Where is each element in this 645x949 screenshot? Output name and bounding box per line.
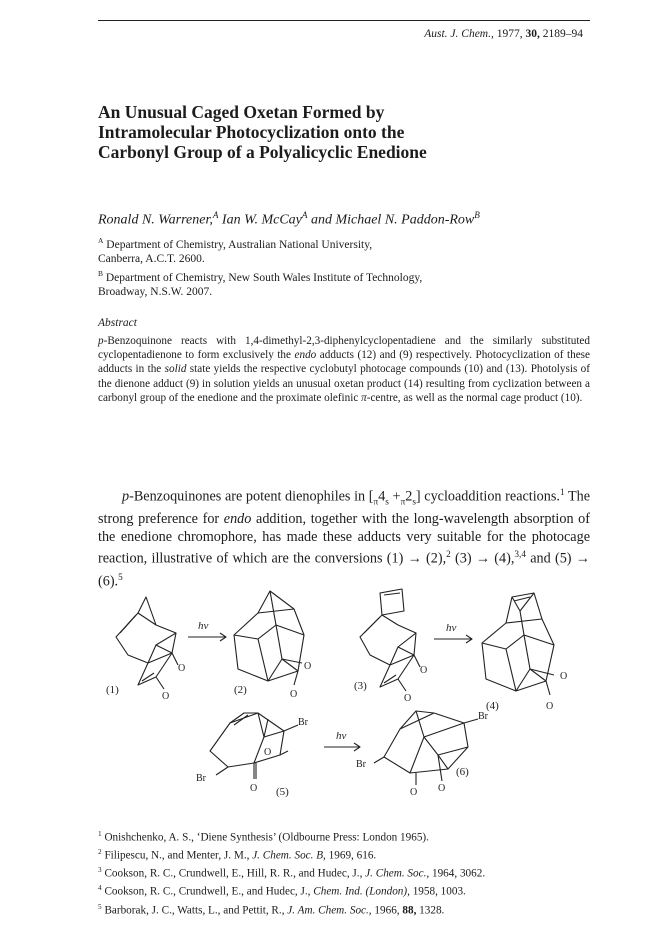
label-1: (1) (106, 684, 119, 696)
title-line-1: An Unusual Caged Oxetan Formed by (98, 102, 385, 122)
abstract-body: p-Benzoquinone reacts with 1,4-dimethyl-2,3-diphenylcyclopentadiene and the similarly substituted cyclopentadienone to form exclusively the endo adducts (12) and (9) respectively. Photocyclization of these adducts in the solid state yields the respective cyclobutyl photocage compounds (10) and (13). Photolysis of the dienone adduct (9) in solution yields an unusual oxetan product (14) resulting from cyclization between a carbonyl group of the enedione and the proximate olefinic π-centre, as well as the normal cage product (10). (98, 335, 591, 404)
o-5a: O (264, 747, 272, 758)
journal-citation: Aust. J. Chem., 1977, 30, 2189–94 (424, 28, 583, 40)
reference-3: $^3$ Cookson, R. C., Crundwell, E., Hill, R. R., and Hudec, J., J. Chem. Soc., 1964, 3062. (98, 866, 486, 881)
intro-paragraph: p-Benzoquinones are potent dienophiles in $[_\pi 4_s +_\pi 2_s]$ cycloaddition reactions.$^1$ The strong preference for endo addition, together with the long-wavelength absorption of the enedione chromophore, has made these adducts very suitable for the photocage reaction, illustrative of which are the conversions (1) → (2),$^2$ (3) → (4),$^{3,4}$ and (5) → (6).$^5$ (98, 487, 591, 590)
reaction-scheme (98, 585, 590, 815)
structure-5 (210, 713, 298, 779)
br-5b: Br (196, 773, 206, 784)
header-rule (98, 20, 590, 21)
reaction-arrow-3 (324, 743, 360, 751)
reference-5: $^5$ Barborak, J. C., Watts, L., and Pettit, R., J. Am. Chem. Soc., 1966, 88, 1328. (98, 902, 445, 917)
title-line-3: Carbonyl Group of a Polyalicyclic Enedione (98, 142, 427, 162)
o-6b: O (438, 783, 446, 794)
reference-4: $^4$ Cookson, R. C., Crundwell, E., and Hudec, J., Chem. Ind. (London), 1958, 1003. (98, 884, 466, 899)
br-5a: Br (298, 717, 308, 728)
o-2b: O (304, 661, 312, 672)
affiliations: $^A$ Department of Chemistry, Australian National University, Canberra, A.C.T. 2600. $^B$ Department of Chemistry, New South Wales Institute of Technology, Broadway, N.S.W. 2007. (98, 236, 423, 299)
abstract-heading: Abstract (98, 317, 137, 329)
label-4: (4) (486, 700, 499, 712)
label-5: (5) (276, 786, 289, 798)
structure-3 (360, 589, 420, 691)
hv-arrow-3-label: hν (336, 730, 347, 742)
o-1b: O (162, 691, 170, 702)
o-2a: O (290, 689, 298, 700)
label-3: (3) (354, 680, 367, 692)
hv-arrow-2-label: hν (446, 622, 457, 634)
structure-2 (234, 591, 304, 685)
o-5b: O (250, 783, 258, 794)
o-4a: O (546, 701, 554, 712)
title-line-2: Intramolecular Photocyclization onto the (98, 122, 405, 142)
o-3b: O (404, 693, 412, 704)
hv-arrow-1-label: hν (198, 620, 209, 632)
br-6a: Br (478, 711, 488, 722)
references (98, 827, 618, 918)
o-3a: O (420, 665, 428, 676)
o-6a: O (410, 787, 418, 798)
paper-title (98, 102, 538, 162)
author-list: Ronald N. Warrener,$^A$ Ian W. McCay$^A$ and Michael N. Paddon-Row$^B$ (98, 210, 480, 228)
reference-2: $^2$ Filipescu, N., and Menter, J. M., J. Chem. Soc. B, 1969, 616. (98, 848, 377, 862)
reaction-arrow-1 (188, 633, 226, 641)
reaction-arrow-2 (434, 635, 472, 643)
o-4b: O (560, 671, 568, 682)
structure-4 (482, 593, 554, 695)
label-2: (2) (234, 684, 247, 696)
label-6: (6) (456, 766, 469, 778)
o-1a: O (178, 663, 186, 674)
br-6b: Br (356, 759, 366, 770)
reference-1: $^1$ Onishchenko, A. S., ‘Diene Synthesis’ (Oldbourne Press: London 1965). (98, 830, 429, 844)
structure-1 (116, 597, 178, 689)
